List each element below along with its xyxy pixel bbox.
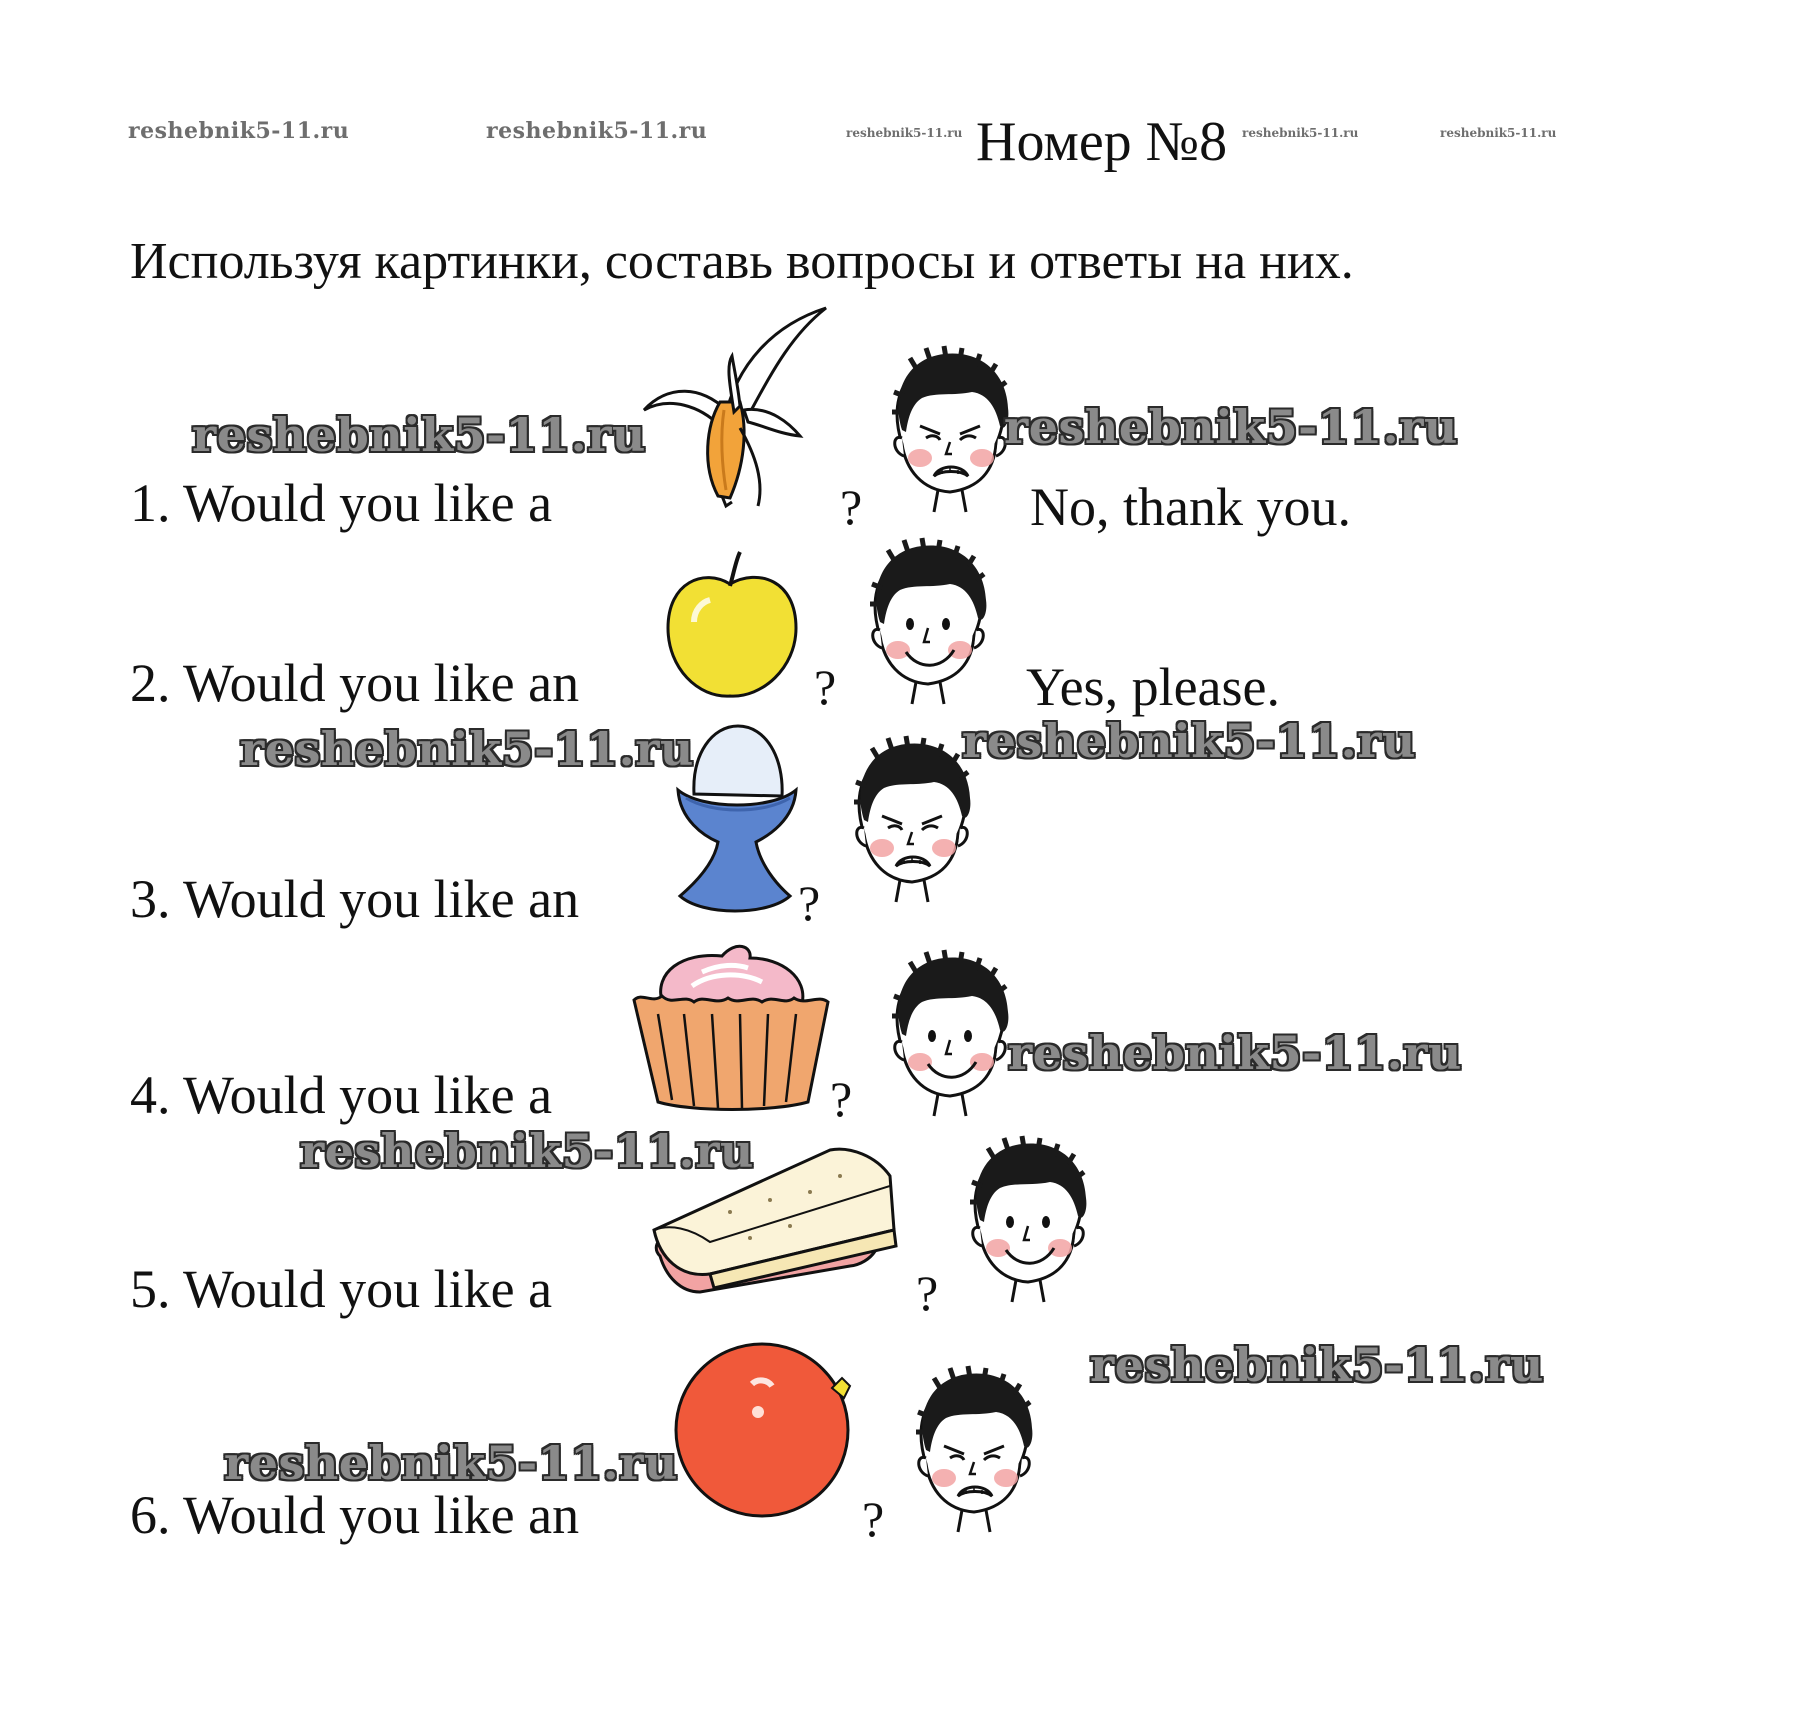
question-mark-1: ?: [840, 479, 863, 535]
answer-2: Yes, please.: [1026, 657, 1280, 717]
smiling-face-icon: [884, 956, 1014, 1121]
watermark: reshebnik5-11.ru: [240, 722, 694, 776]
question-mark-3: ?: [798, 875, 821, 931]
watermark: reshebnik5-11.ru: [962, 714, 1416, 768]
page-title: Номер №8: [976, 111, 1228, 173]
banana-icon: [640, 306, 830, 506]
question-6: 6. Would you like an: [130, 1485, 580, 1545]
watermark: reshebnik5-11.ru: [1004, 400, 1458, 454]
watermark: reshebnik5-11.ru: [192, 408, 646, 462]
smiling-face-icon: [862, 544, 992, 709]
watermark: reshebnik5-11.ru: [224, 1436, 678, 1490]
header-watermark: reshebnik5-11.ru: [1440, 126, 1557, 140]
frowning-face-icon: [908, 1372, 1038, 1537]
header-watermark: reshebnik5-11.ru: [128, 118, 350, 144]
question-mark-6: ?: [862, 1491, 885, 1547]
answer-1: No, thank you.: [1030, 477, 1351, 537]
question-mark-5: ?: [916, 1265, 939, 1321]
frowning-face-icon: [884, 352, 1014, 517]
cake-icon: [632, 942, 832, 1112]
watermark: reshebnik5-11.ru: [300, 1124, 754, 1178]
watermark: reshebnik5-11.ru: [1090, 1338, 1544, 1392]
smiling-face-icon: [962, 1142, 1092, 1307]
frowning-face-icon: [846, 742, 976, 907]
question-mark-4: ?: [830, 1071, 853, 1127]
question-4: 4. Would you like a: [130, 1065, 553, 1125]
question-3: 3. Would you like an: [130, 869, 580, 929]
header-watermark: reshebnik5-11.ru: [846, 126, 963, 140]
apple-icon: [664, 550, 800, 700]
question-1: 1. Would you like a: [130, 473, 553, 533]
question-mark-2: ?: [814, 659, 837, 715]
question-2: 2. Would you like an: [130, 653, 580, 713]
instruction-text: Используя картинки, составь вопросы и ответы на них.: [130, 233, 1354, 290]
watermark: reshebnik5-11.ru: [1008, 1026, 1462, 1080]
header-watermark: reshebnik5-11.ru: [486, 118, 708, 144]
orange-icon: [672, 1338, 856, 1522]
header-watermark: reshebnik5-11.ru: [1242, 126, 1359, 140]
question-5: 5. Would you like a: [130, 1259, 553, 1319]
